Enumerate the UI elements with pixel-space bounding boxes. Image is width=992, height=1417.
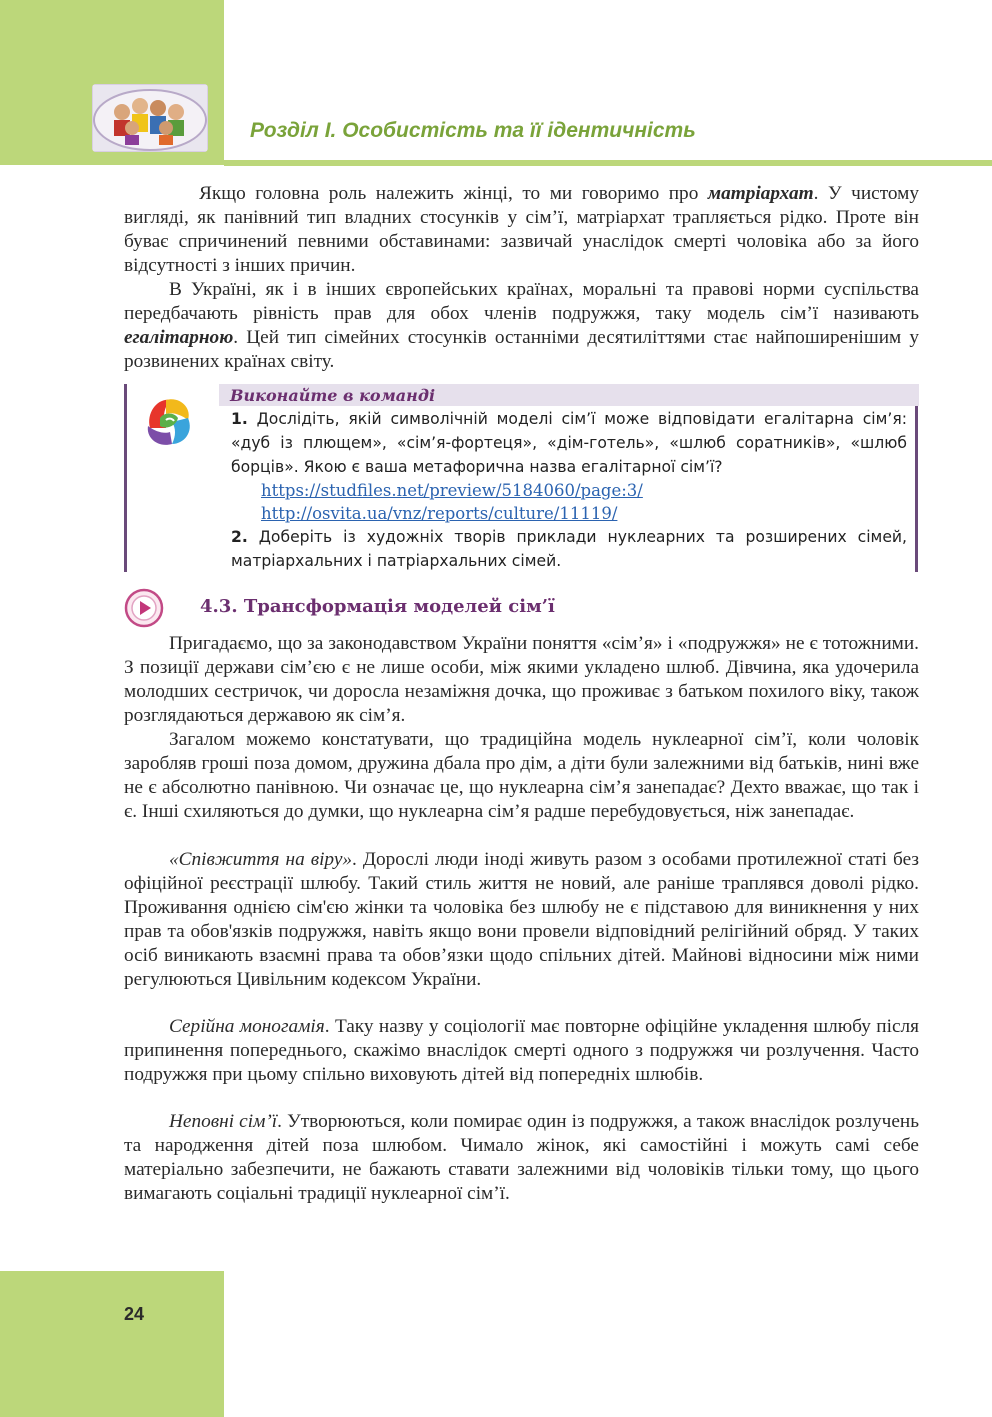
intro-paragraph-1 [124,182,919,278]
intro-paragraph-2 [124,278,919,374]
page-number: 24 [124,1304,145,1324]
task-link-osvita[interactable]: http://osvita.ua/vnz/reports/culture/11119/ [261,504,618,523]
text-run: . У чистому вигляді, як панівний тип владних стосунків у сім’ї, матріархат трапляється рідко. Проте він буває спричинений певними обставинами: зазвичай унаслідок смерті чоловіка або за його відсутності з інших причин. [124,183,919,276]
section-paragraph-2: Загалом можемо констатувати, що традиційна модель нуклеарної сім’ї, коли чоловік заробляв гроші поза домом, дружина дбала про дім, а діти були залежними від батьків, нині вже не є абсолютно панівною. Чи означає це, що нуклеарна сім’я занепадає? Дехто вважає, що так і є. Інші схиляються до думки, що нуклеарна сім’я радше перебудовується, ніж занепадає. [124,729,919,822]
section-paragraph-4 [124,1015,919,1087]
chapter-title: Розділ І. Особистість та її ідентичність [250,119,696,142]
term-serial-monogamy: Серійна моногамія [169,1016,325,1037]
task-title: Виконайте в команді [230,386,436,405]
text-run: . Таку назву у соціології має повторне офіційне укладення шлюбу після припинення попереднього, скажімо внаслідок смерті одного з подружжя чи розлучення. Часто подружжя при цьому спільно виховують дітей від попередніх шлюбів. [124,1016,920,1085]
text-run: . Утворюються, коли помирає один із подружжя, а також внаслідок розлучень та народження дітей поза шлюбом. Чимало жінок, які самостійні і можуть самі себе матеріально забезпечити, не бажають ставати залежними від чоловіків тільки тому, що цього вимагають соціальні традиції нуклеарної сім’ї. [124,1111,919,1204]
section-paragraph-1: Пригадаємо, що за законодавством України поняття «сім’я» і «подружжя» не є тотожними. З позиції держави сім’єю є не лише особи, між якими укладено шлюб. Дівчина, яка удочерила молодших сестричок, чи доросла незаміжня дочка, що проживає з батьком похилого віку, також розглядаються державою як сім’я. [124,633,919,726]
team-hands-icon [136,388,202,454]
term-single-parent-families: Неповні сім’ї [169,1111,278,1132]
task-link-studfiles[interactable]: https://studfiles.net/preview/5184060/page:3/ [261,481,643,500]
task-item-number: 1. [231,410,248,428]
text-run: . Дорослі люди іноді живуть разом з особами протилежної статі без офіційної реєстрації шлюбу. Такий стиль життя не новий, але раніше траплявся доволі рідко. Проживання однією сім'єю жінки та чоловіка без шлюбу не є підставою для виникнення у них прав та обов'язків подружжя, навіть якщо вони провели відповідний релігійний обряд. У таких осіб виникають взаємні права та обов’язки щодо спільних дітей. Майнові відносини між ними регулюються Цивільним кодексом України. [124,849,919,990]
text-run: . Цей тип сімейних стосунків останніми десятиліттями стає найпоширенішим у розвинених країнах світу. [124,327,919,372]
task-item-number: 2. [231,528,248,546]
section-paragraph-3 [124,848,919,992]
section-paragraph-5 [124,1110,919,1206]
chapter-photo [92,84,208,152]
task-item-text: Дослідіть, якій символічній моделі сім’ї може відповідати егалітарна сім’я: «дуб із плющем», «сім’я-фортеця», «дім-готель», «шлюб соратників», «шлюб борців». Якою є ваша метафорична назва егалітарної сім’ї? [231,410,907,476]
term-egalitarian: егалітарною [124,327,234,348]
text-run: В Україні, як і в інших європейських країнах, моральні та правові норми суспільства передбачають рівність прав для обох членів подружжя, таку модель сім’ї називають [124,279,919,324]
task-item-1 [231,407,907,479]
task-item-2 [231,525,907,573]
play-icon [124,588,164,628]
term-matriarchy: матріархат [707,183,814,204]
term-cohabitation: «Співжиття на віру» [169,849,353,870]
header-rule [224,160,992,166]
task-item-text: Доберіть із художніх творів приклади нуклеарних та розширених сімей, матріархальних і патріархальних сімей. [231,528,907,570]
text-run: Якщо головна роль належить жінці, то ми говоримо про [199,183,708,204]
section-title: 4.3. Трансформація моделей сім’ї [200,596,555,617]
footer-green-tab [0,1271,224,1417]
